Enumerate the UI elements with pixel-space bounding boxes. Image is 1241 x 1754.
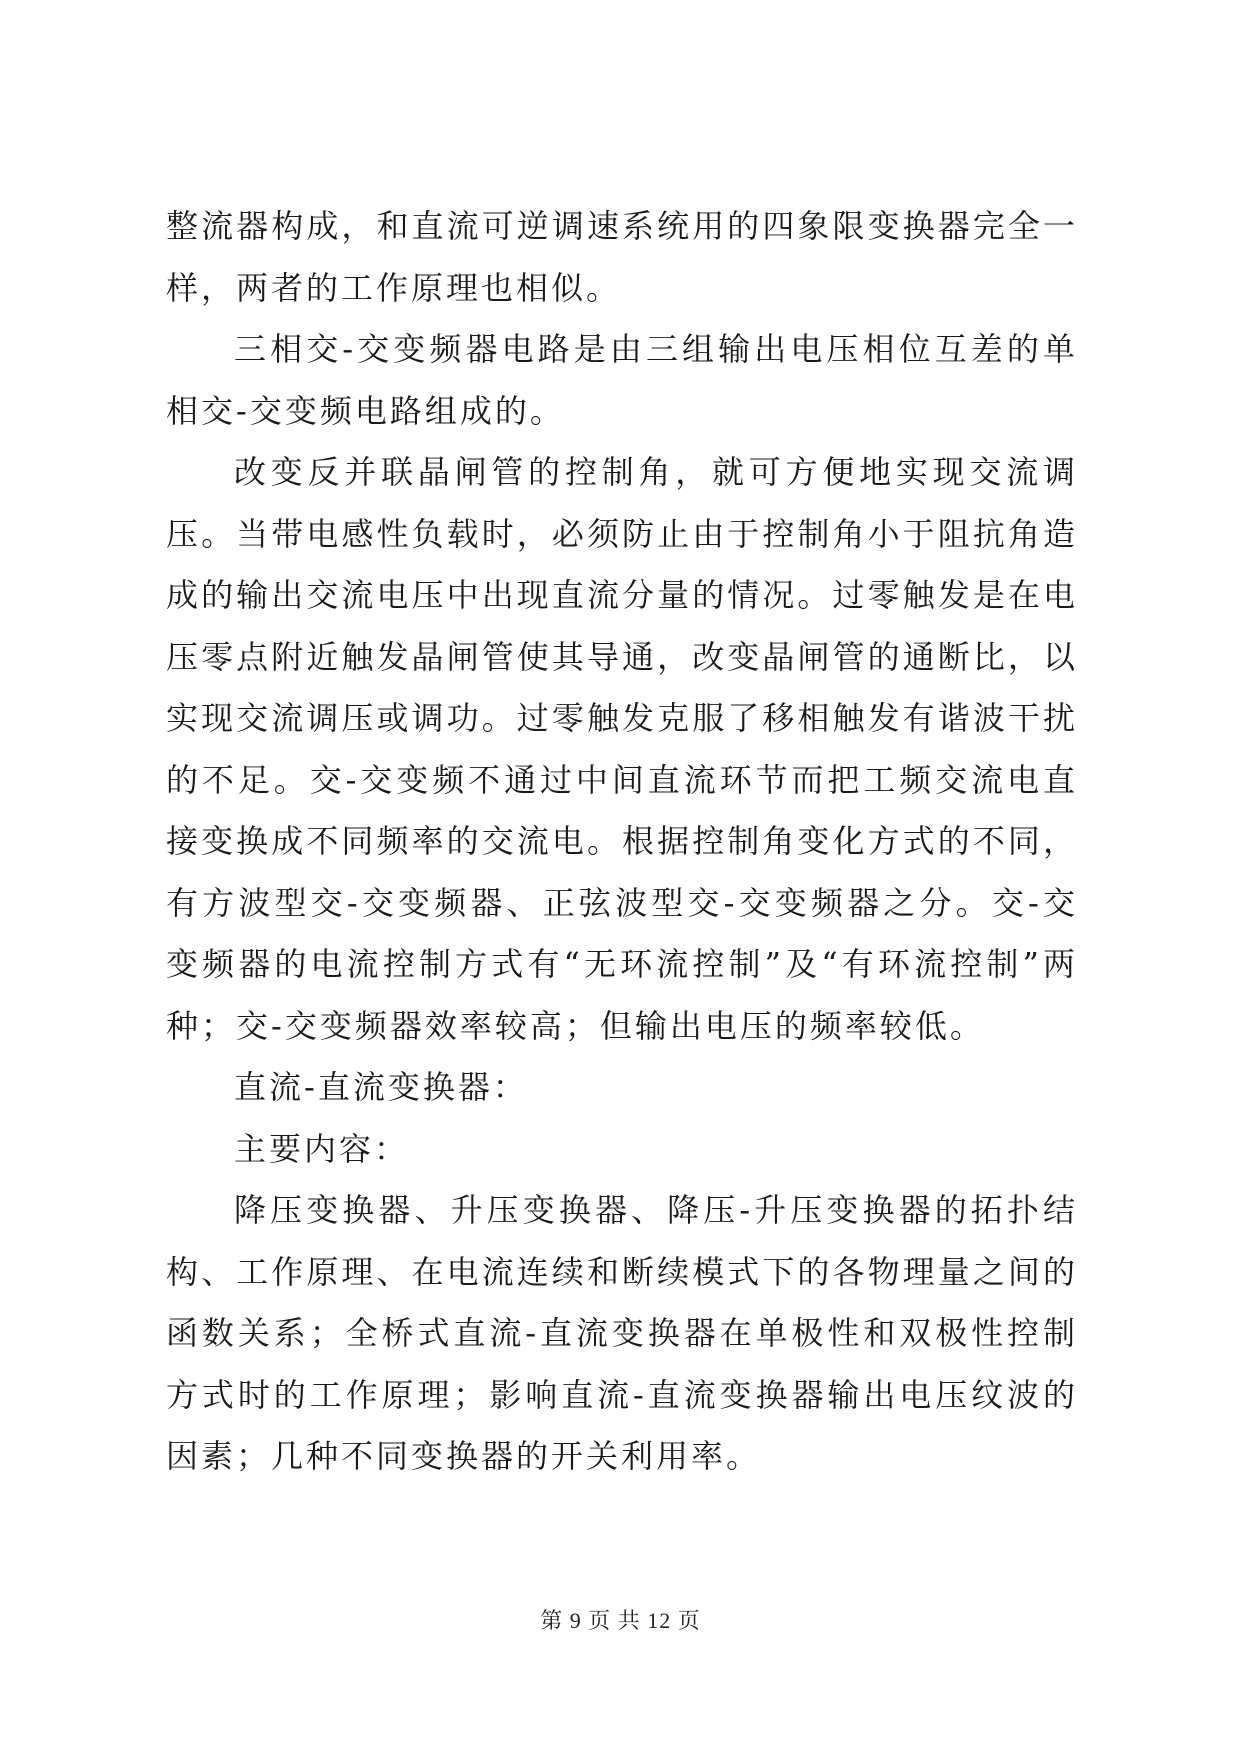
paragraph-3: 改变反并联晶闸管的控制角，就可方便地实现交流调压。当带电感性负载时，必须防止由于控制角小于阻抗角造成的输出交流电压中出现直流分量的情况。过零触发是在电压零点附近触发晶闸管使其导通，改变晶闸管的通断比，以实现交流调压或调功。过零触发克服了移相触发有谐波干扰的不足。交-交变频不通过中间直流环节而把工频交流电直接变换成不同频率的交流电。根据控制角变化方式的不同，有方波型交-交变频器、正弦波型交-交变频器之分。交-交变频器的电流控制方式有“无环流控制”及“有环流控制”两种；交-交变频器效率较高；但输出电压的频率较低。	[166, 453, 1078, 1045]
page-number-footer: 第 9 页 共 12 页	[540, 1608, 701, 1633]
paragraph-2: 三相交-交变频器电路是由三组输出电压相位互差的单相交-交变频电路组成的。	[166, 330, 1078, 430]
paragraph-1: 整流器构成，和直流可逆调速系统用的四象限变换器完全一样，两者的工作原理也相似。	[166, 207, 1078, 307]
paragraph-4: 直流-直流变换器：	[234, 1068, 528, 1106]
paragraph-5: 主要内容：	[234, 1129, 410, 1168]
paragraph-6: 降压变换器、升压变换器、降压-升压变换器的拓扑结构、工作原理、在电流连续和断续模式下的各物理量之间的函数关系；全桥式直流-直流变换器在单极性和双极性控制方式时的工作原理；影响直流-直流变换器输出电压纹波的因素；几种不同变换器的开关利用率。	[166, 1191, 1078, 1475]
document-body	[166, 196, 1078, 1488]
